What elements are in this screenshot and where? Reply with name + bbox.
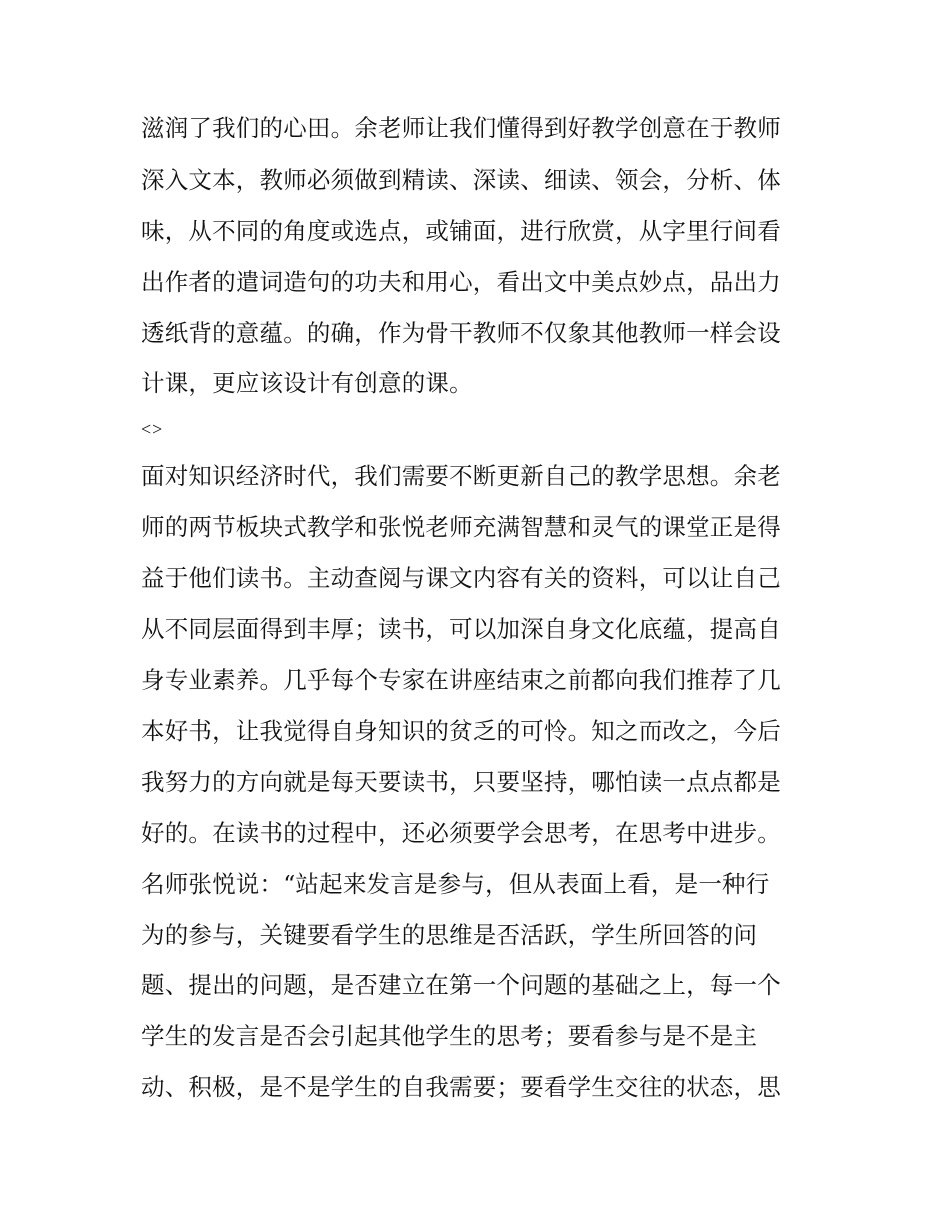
text-line: 身专业素养。几乎每个专家在讲座结束之前都向我们推荐了几	[141, 666, 781, 694]
text-line: 名师张悦说：“站起来发言是参与，但从表面上看，是一种行	[141, 870, 770, 898]
section-marker: <>	[141, 419, 164, 439]
text-line: 师的两节板块式教学和张悦老师充满智慧和灵气的课堂正是得	[141, 513, 781, 541]
text-line: 我努力的方向就是每天要读书，只要坚持，哪怕读一点点都是	[141, 768, 781, 796]
text-line: 本好书，让我觉得自身知识的贫乏的可怜。知之而改之，今后	[141, 717, 781, 745]
text-line: 好的。在读书的过程中，还必须要学会思考，在思考中进步。	[141, 819, 781, 847]
text-line: 出作者的遣词造句的功夫和用心，看出文中美点妙点，品出力	[141, 268, 781, 296]
text-line: 益于他们读书。主动查阅与课文内容有关的资料，可以让自己	[141, 564, 781, 592]
text-line: 透纸背的意蕴。的确，作为骨干教师不仅象其他教师一样会设	[141, 319, 781, 347]
text-line: 味，从不同的角度或选点，或铺面，进行欣赏，从字里行间看	[141, 217, 781, 245]
text-line: 动、积极，是不是学生的自我需要；要看学生交往的状态，思	[141, 1073, 781, 1101]
text-line: 深入文本，教师必须做到精读、深读、细读、领会，分析、体	[141, 166, 781, 194]
text-line: 滋润了我们的心田。余老师让我们懂得到好教学创意在于教师	[141, 114, 781, 142]
text-line: 从不同层面得到丰厚；读书，可以加深自身文化底蕴，提高自	[141, 615, 781, 643]
text-line: 为的参与，关键要看学生的思维是否活跃，学生所回答的问	[141, 921, 758, 949]
text-line: 计课，更应该设计有创意的课。	[141, 369, 473, 397]
text-line: 面对知识经济时代，我们需要不断更新自己的教学思想。余老	[141, 462, 781, 490]
text-line: 题、提出的问题，是否建立在第一个问题的基础之上，每一个	[141, 971, 781, 999]
text-line: 学生的发言是否会引起其他学生的思考；要看参与是不是主	[141, 1022, 758, 1050]
